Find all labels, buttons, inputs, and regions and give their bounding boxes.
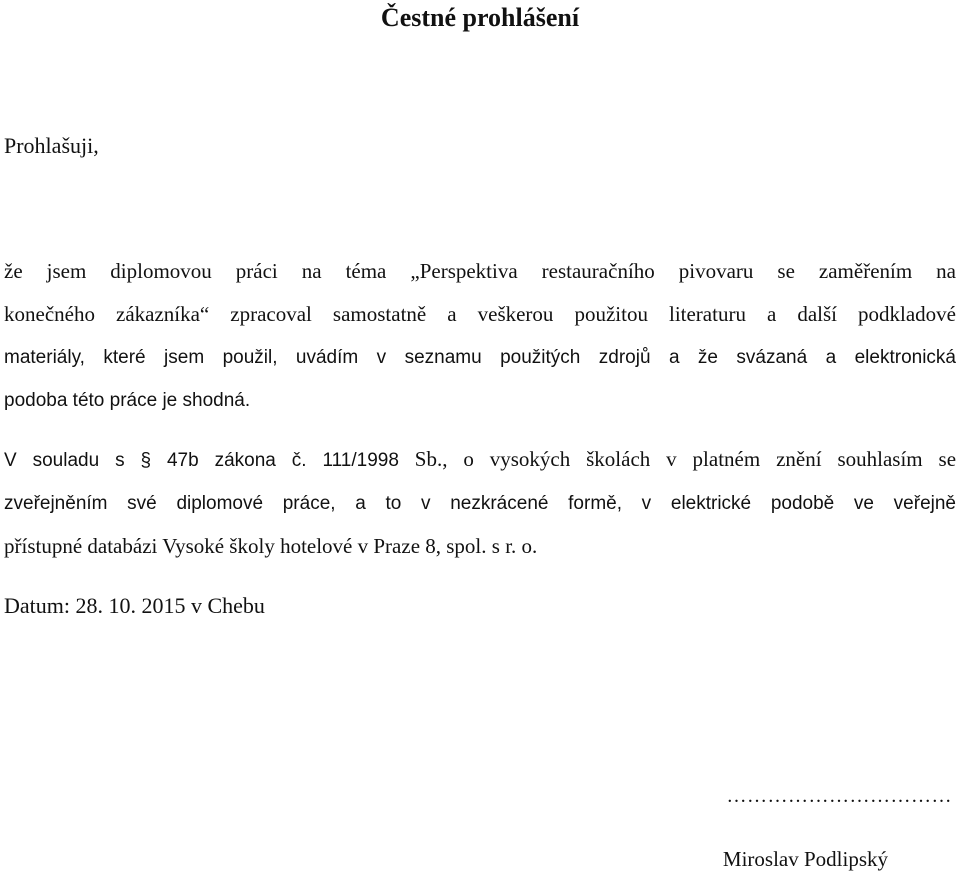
law-reference: V souladu s § 47b zákona č. 111/1998 [4, 450, 399, 471]
date-line: Datum: 28. 10. 2015 v Chebu [4, 593, 265, 618]
signature-name: Miroslav Podlipský [722, 847, 888, 871]
paragraph-line: konečného zákazníka“ zpracoval samostatně a veškerou použitou literaturu a další podkladové [4, 302, 956, 326]
greeting: Prohlašuji, [4, 133, 99, 158]
paragraph-line: přístupné databázi Vysoké školy hotelové v Praze 8, spol. s r. o. [4, 534, 538, 558]
paragraph-line: že jsem diplomovou práci na téma „Perspektiva restauračního pivovaru se zaměřením na [4, 259, 956, 283]
paragraph-line: materiály, které jsem použil, uvádím v seznamu použitých zdrojů a že svázaná a elektronická [4, 347, 956, 368]
consent-paragraph [4, 438, 956, 568]
paragraph-line: zveřejněním své diplomové práce, a to v nezkrácené formě, v elektrické podobě ve veřejně [4, 493, 956, 514]
paragraph-line: podoba této práce je shodná. [4, 390, 251, 411]
declaration-paragraph [4, 250, 956, 422]
signature-line: …………………………… [726, 785, 952, 807]
paragraph-line [4, 438, 956, 482]
paragraph-line-text: Sb., o vysokých školách v platném znění souhlasím se [398, 447, 957, 471]
document-title: Čestné prohlášení [380, 3, 580, 32]
